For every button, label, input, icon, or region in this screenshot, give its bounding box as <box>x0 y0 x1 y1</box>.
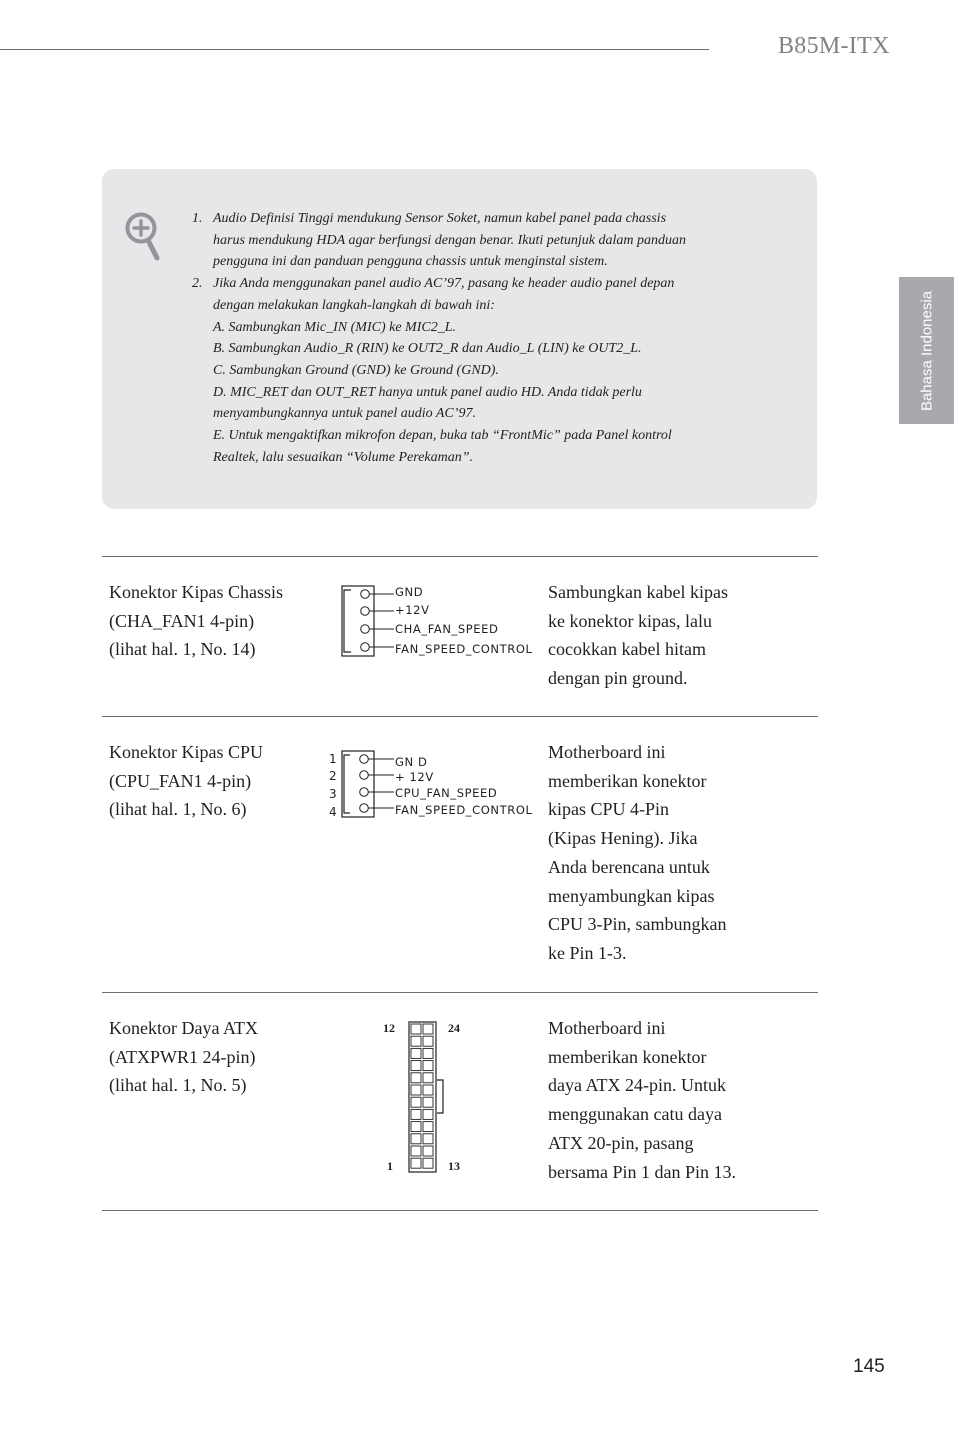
description-line: memberikan konektor <box>548 1046 707 1067</box>
atx-pin <box>423 1036 433 1046</box>
chassis-fan-title <box>109 578 283 664</box>
atx-pin <box>423 1097 433 1107</box>
note-line: D. MIC_RET dan OUT_RET hanya untuk panel audio HD. Anda tidak perlu <box>213 384 642 400</box>
atx-pin <box>423 1146 433 1156</box>
pin-number: 1 <box>329 752 337 766</box>
atx-pin-label: 13 <box>448 1159 460 1173</box>
note-line: E. Untuk mengaktifkan mikrofon depan, buka tab “FrontMic” pada Panel kontrol <box>213 428 672 444</box>
atx-pin <box>411 1048 421 1058</box>
note-line: Audio Definisi Tinggi mendukung Sensor Soket, namun kabel panel pada chassis <box>213 211 667 226</box>
title-line: Konektor Kipas Chassis <box>109 582 283 602</box>
atx-pin-label: 1 <box>387 1159 393 1173</box>
description-line: Motherboard ini <box>548 1018 666 1038</box>
note-line: B. Sambungkan Audio_R (RIN) ke OUT2_R dan Audio_L (LIN) ke OUT2_L. <box>213 341 642 357</box>
cpu-fan-description <box>548 738 763 968</box>
magnifier-plus-icon <box>124 211 164 263</box>
title-line: (lihat hal. 1, No. 5) <box>109 1075 247 1096</box>
pin-label: FAN_SPEED_CONTROL <box>395 803 533 817</box>
note-line: C. Sambungkan Ground (GND) ke Ground (GND). <box>213 362 499 378</box>
cpu-fan-connector-diagram <box>324 746 534 822</box>
pin-label: FAN_SPEED_CONTROL <box>395 642 533 656</box>
note-item-number: 2. <box>192 276 203 292</box>
description-line: (Kipas Hening). Jika <box>548 828 698 849</box>
description-line: ke Pin 1-3. <box>548 942 627 963</box>
title-line: (lihat hal. 1, No. 6) <box>109 799 247 820</box>
pin-number: 4 <box>329 805 337 819</box>
description-line: daya ATX 24-pin. Untuk <box>548 1075 726 1096</box>
atx-pin-grid <box>411 1024 433 1168</box>
note-line: harus mendukung HDA agar berfungsi dengan benar. Ikuti petunjuk dalam panduan <box>213 232 686 248</box>
title-line: (CPU_FAN1 4-pin) <box>109 770 252 791</box>
atx-pin <box>411 1024 421 1034</box>
description-line: Motherboard ini <box>548 742 666 762</box>
pin-label: GND <box>395 585 424 599</box>
description-line: bersama Pin 1 dan Pin 13. <box>548 1161 736 1182</box>
atx-power-connector-diagram <box>380 1018 470 1178</box>
chassis-fan-description <box>548 578 763 693</box>
atx-pin <box>423 1024 433 1034</box>
pin-label: +12V <box>395 603 430 617</box>
note-line: pengguna ini dan panduan pengguna chassis untuk menginstal sistem. <box>213 254 608 270</box>
pin-number: 2 <box>329 769 337 783</box>
table-rule <box>102 556 818 557</box>
description-line: menyambungkan kipas <box>548 885 715 906</box>
table-rule <box>102 716 818 717</box>
pin-number: 3 <box>329 787 337 801</box>
atx-pin <box>411 1158 421 1168</box>
note-line: Realtek, lalu sesuaikan “Volume Perekaman”. <box>213 449 473 465</box>
atx-pin <box>423 1085 433 1095</box>
language-side-tab <box>899 277 954 424</box>
note-line: menyambungkannya untuk panel audio AC’97. <box>213 406 476 422</box>
table-rule <box>102 992 818 993</box>
page-number: 145 <box>853 1356 885 1377</box>
description-line: dengan pin ground. <box>548 668 688 689</box>
pin-label: + 12V <box>395 770 434 784</box>
atx-pin <box>411 1134 421 1144</box>
atx-pin <box>423 1109 433 1119</box>
atx-pin <box>411 1146 421 1156</box>
note-line: dengan melakukan langkah-langkah di bawah ini: <box>213 297 495 313</box>
model-title: B85M-ITX <box>778 33 890 59</box>
chassis-fan-connector-diagram <box>336 580 541 662</box>
atx-pin <box>411 1061 421 1071</box>
atx-pin <box>423 1061 433 1071</box>
atx-pin <box>423 1122 433 1132</box>
note-list <box>192 208 792 468</box>
pin-label: CPU_FAN_SPEED <box>395 786 498 800</box>
atx-power-description <box>548 1014 763 1186</box>
pin-label: GN D <box>395 755 428 769</box>
atx-pin <box>411 1036 421 1046</box>
description-line: kipas CPU 4-Pin <box>548 799 670 820</box>
note-item <box>192 208 792 273</box>
atx-pin <box>411 1097 421 1107</box>
description-line: menggunakan catu daya <box>548 1104 722 1125</box>
atx-pin <box>423 1134 433 1144</box>
atx-pin <box>423 1158 433 1168</box>
title-line: (CHA_FAN1 4-pin) <box>109 610 255 631</box>
title-line: (ATXPWR1 24-pin) <box>109 1046 256 1067</box>
note-box <box>102 169 817 509</box>
note-line: Jika Anda menggunakan panel audio AC’97, pasang ke header audio panel depan <box>213 276 675 292</box>
title-line: Konektor Kipas CPU <box>109 742 263 762</box>
atx-pin <box>423 1073 433 1083</box>
atx-pin <box>411 1085 421 1095</box>
description-line: memberikan konektor <box>548 770 707 791</box>
description-line: ATX 20-pin, pasang <box>548 1132 694 1153</box>
description-line: Anda berencana untuk <box>548 856 710 877</box>
atx-power-title <box>109 1014 258 1100</box>
atx-pin <box>423 1048 433 1058</box>
table-rule <box>102 1210 818 1211</box>
atx-pin <box>411 1109 421 1119</box>
description-line: cocokkan kabel hitam <box>548 639 706 660</box>
note-item-number: 1. <box>192 211 203 226</box>
language-side-tab-label: Bahasa Indonesia <box>918 290 935 411</box>
note-line: A. Sambungkan Mic_IN (MIC) ke MIC2_L. <box>213 319 457 335</box>
cpu-fan-title <box>109 738 263 824</box>
atx-pin <box>411 1122 421 1132</box>
atx-pin <box>411 1073 421 1083</box>
note-item <box>192 273 792 468</box>
pin-label: CHA_FAN_SPEED <box>395 622 499 636</box>
title-line: (lihat hal. 1, No. 14) <box>109 639 256 660</box>
atx-pin-label: 12 <box>383 1021 395 1035</box>
description-line: CPU 3-Pin, sambungkan <box>548 914 727 935</box>
header-rule <box>0 49 709 50</box>
description-line: ke konektor kipas, lalu <box>548 610 712 631</box>
atx-pin-label: 24 <box>448 1021 460 1035</box>
title-line: Konektor Daya ATX <box>109 1018 258 1038</box>
description-line: Sambungkan kabel kipas <box>548 582 728 602</box>
